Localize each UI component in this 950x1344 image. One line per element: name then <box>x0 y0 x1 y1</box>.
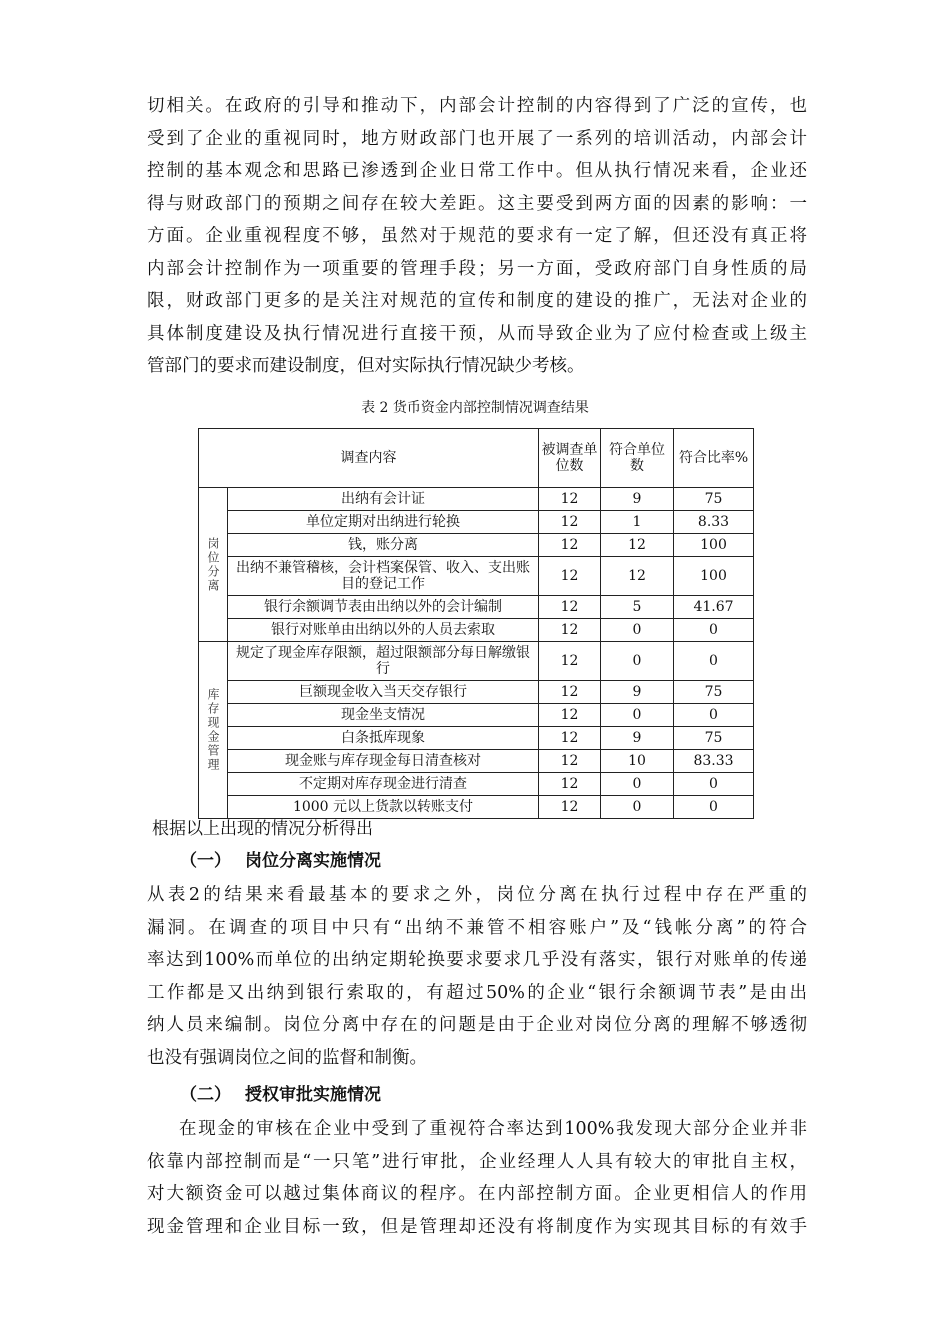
table-row <box>199 619 754 642</box>
cell-item: 钱，账分离 <box>228 534 539 557</box>
text-line: 现金管理和企业目标一致，但是管理却还没有将制度作为实现其目标的有效手 <box>147 1216 807 1237</box>
cell-surveyed: 12 <box>539 727 601 750</box>
cell-item: 出纳有会计证 <box>228 488 539 511</box>
cell-compliant: 12 <box>601 557 674 596</box>
cell-compliant: 0 <box>601 704 674 727</box>
section-heading-2 <box>180 1080 381 1110</box>
text-line: 管部门的要求而建设制度，但对实际执行情况缺少考核。 <box>147 356 585 376</box>
cell-item: 银行对账单由出纳以外的人员去索取 <box>228 619 539 642</box>
cell-rate: 0 <box>674 796 754 819</box>
cell-rate: 0 <box>674 704 754 727</box>
text-line: 具体制度建设及执行情况进行直接干预，从而导致企业为了应付检查或上级主 <box>147 323 807 344</box>
cell-compliant: 0 <box>601 619 674 642</box>
cell-surveyed: 12 <box>539 681 601 704</box>
text-line: 在现金的审核在企业中受到了重视符合率达到100%我发现大部分企业并非 <box>179 1119 807 1139</box>
text-line: 限，财政部门更多的是关注对规范的宣传和制度的建设的推广，无法对企业的 <box>147 291 807 311</box>
text-line: 对大额资金可以越过集体商议的程序。在内部控制方面。企业更相信人的作用 <box>147 1184 807 1204</box>
cell-compliant: 1 <box>601 511 674 534</box>
text-line: 纳人员来编制。岗位分离中存在的问题是由于企业对岗位分离的理解不够透彻 <box>147 1015 807 1035</box>
table-summary-text: 根据以上出现的情况分析得出 <box>152 819 373 839</box>
cell-compliant: 10 <box>601 750 674 773</box>
table-row <box>199 596 754 619</box>
cell-rate: 75 <box>674 727 754 750</box>
cell-item: 不定期对库存现金进行清查 <box>228 773 539 796</box>
header-rate: 符合比率% <box>674 429 754 488</box>
text-line: 切相关。在政府的引导和推动下，内部会计控制的内容得到了广泛的宣传，也 <box>147 96 807 116</box>
cell-item: 巨额现金收入当天交存银行 <box>228 681 539 704</box>
cell-surveyed: 12 <box>539 534 601 557</box>
table-caption: 表 2 货币资金内部控制情况调查结果 <box>361 400 589 416</box>
text-line: 率达到100%而单位的出纳定期轮换要求要求几乎没有落实，银行对账单的传递 <box>147 950 807 970</box>
cell-rate: 0 <box>674 773 754 796</box>
text-line: 工作都是又出纳到银行索取的，有超过50%的企业“银行余额调节表”是由出 <box>147 982 807 1003</box>
paragraph-job-separation <box>147 879 807 1074</box>
text-line: 漏洞。在调查的项目中只有“出纳不兼管不相容账户”及“钱帐分离”的符合 <box>147 917 807 938</box>
cell-rate: 8.33 <box>674 511 754 534</box>
cell-item: 规定了现金库存限额，超过限额部分每日解缴银行 <box>228 642 539 681</box>
text-line: 得与财政部门的预期之间存在较大差距。这主要受到两方面的因素的影响：一 <box>147 193 807 214</box>
heading-number: （二） <box>180 1085 231 1105</box>
cell-rate: 100 <box>674 534 754 557</box>
heading-title: 岗位分离实施情况 <box>245 851 381 871</box>
table-row <box>199 727 754 750</box>
cell-surveyed: 12 <box>539 557 601 596</box>
text-line: 从表2的结果来看最基本的要求之外，岗位分离在执行过程中存在严重的 <box>147 885 807 905</box>
cell-surveyed: 12 <box>539 773 601 796</box>
table-row <box>199 704 754 727</box>
cell-item: 现金坐支情况 <box>228 704 539 727</box>
cell-rate: 75 <box>674 681 754 704</box>
table-row <box>199 681 754 704</box>
cell-rate: 100 <box>674 557 754 596</box>
paragraph-authorization <box>147 1113 807 1243</box>
cell-item: 银行余额调节表由出纳以外的会计编制 <box>228 596 539 619</box>
cell-rate: 0 <box>674 619 754 642</box>
header-surveyed: 被调查单位数 <box>539 429 601 488</box>
cell-compliant: 12 <box>601 534 674 557</box>
header-compliant: 符合单位数 <box>601 429 674 488</box>
cell-surveyed: 12 <box>539 796 601 819</box>
cell-compliant: 5 <box>601 596 674 619</box>
cell-surveyed: 12 <box>539 704 601 727</box>
table-row <box>199 773 754 796</box>
text-line: 方面。企业重视程度不够，虽然对于规范的要求有一定了解，但还没有真正将 <box>147 226 807 246</box>
table-row <box>199 642 754 681</box>
paragraph-intro <box>147 90 807 383</box>
group-label-cell <box>199 642 228 819</box>
text-line: 也没有强调岗位之间的监督和制衡。 <box>147 1047 427 1068</box>
cell-surveyed: 12 <box>539 619 601 642</box>
heading-number: （一） <box>180 851 231 871</box>
cell-compliant: 0 <box>601 796 674 819</box>
text-line: 依靠内部控制而是“一只笔”进行审批，企业经理人人具有较大的审批自主权， <box>147 1151 807 1172</box>
cell-item: 1000 元以上货款以转账支付 <box>228 796 539 819</box>
cell-surveyed: 12 <box>539 642 601 681</box>
header-content: 调查内容 <box>199 429 539 488</box>
cell-surveyed: 12 <box>539 488 601 511</box>
cell-rate: 83.33 <box>674 750 754 773</box>
group-label-job-separation: 岗位分离 <box>206 536 220 593</box>
table-row <box>199 557 754 596</box>
table-header-row <box>199 429 754 488</box>
cell-compliant: 9 <box>601 727 674 750</box>
cell-surveyed: 12 <box>539 596 601 619</box>
text-line: 受到了企业的重视同时，地方财政部门也开展了一系列的培训活动，内部会计 <box>147 128 807 149</box>
cell-compliant: 0 <box>601 642 674 681</box>
table-row <box>199 511 754 534</box>
cell-rate: 41.67 <box>674 596 754 619</box>
heading-title: 授权审批实施情况 <box>245 1085 381 1105</box>
table-row <box>199 488 754 511</box>
survey-table <box>198 428 754 819</box>
table-row <box>199 750 754 773</box>
cell-compliant: 9 <box>601 681 674 704</box>
table-row <box>199 534 754 557</box>
cell-rate: 0 <box>674 642 754 681</box>
section-heading-1 <box>180 846 381 876</box>
cell-compliant: 0 <box>601 773 674 796</box>
text-line: 内部会计控制作为一项重要的管理手段；另一方面，受政府部门自身性质的局 <box>147 258 807 279</box>
cell-compliant: 9 <box>601 488 674 511</box>
cell-item: 白条抵库现象 <box>228 727 539 750</box>
cell-surveyed: 12 <box>539 511 601 534</box>
cell-item: 出纳不兼管稽核，会计档案保管、收入、支出账目的登记工作 <box>228 557 539 596</box>
cell-surveyed: 12 <box>539 750 601 773</box>
text-line: 控制的基本观念和思路已渗透到企业日常工作中。但从执行情况来看，企业还 <box>147 161 807 181</box>
cell-item: 单位定期对出纳进行轮换 <box>228 511 539 534</box>
group-label-cash-management: 库存现金管理 <box>206 688 220 772</box>
group-label-cell <box>199 488 228 642</box>
cell-rate: 75 <box>674 488 754 511</box>
cell-item: 现金账与库存现金每日清查核对 <box>228 750 539 773</box>
